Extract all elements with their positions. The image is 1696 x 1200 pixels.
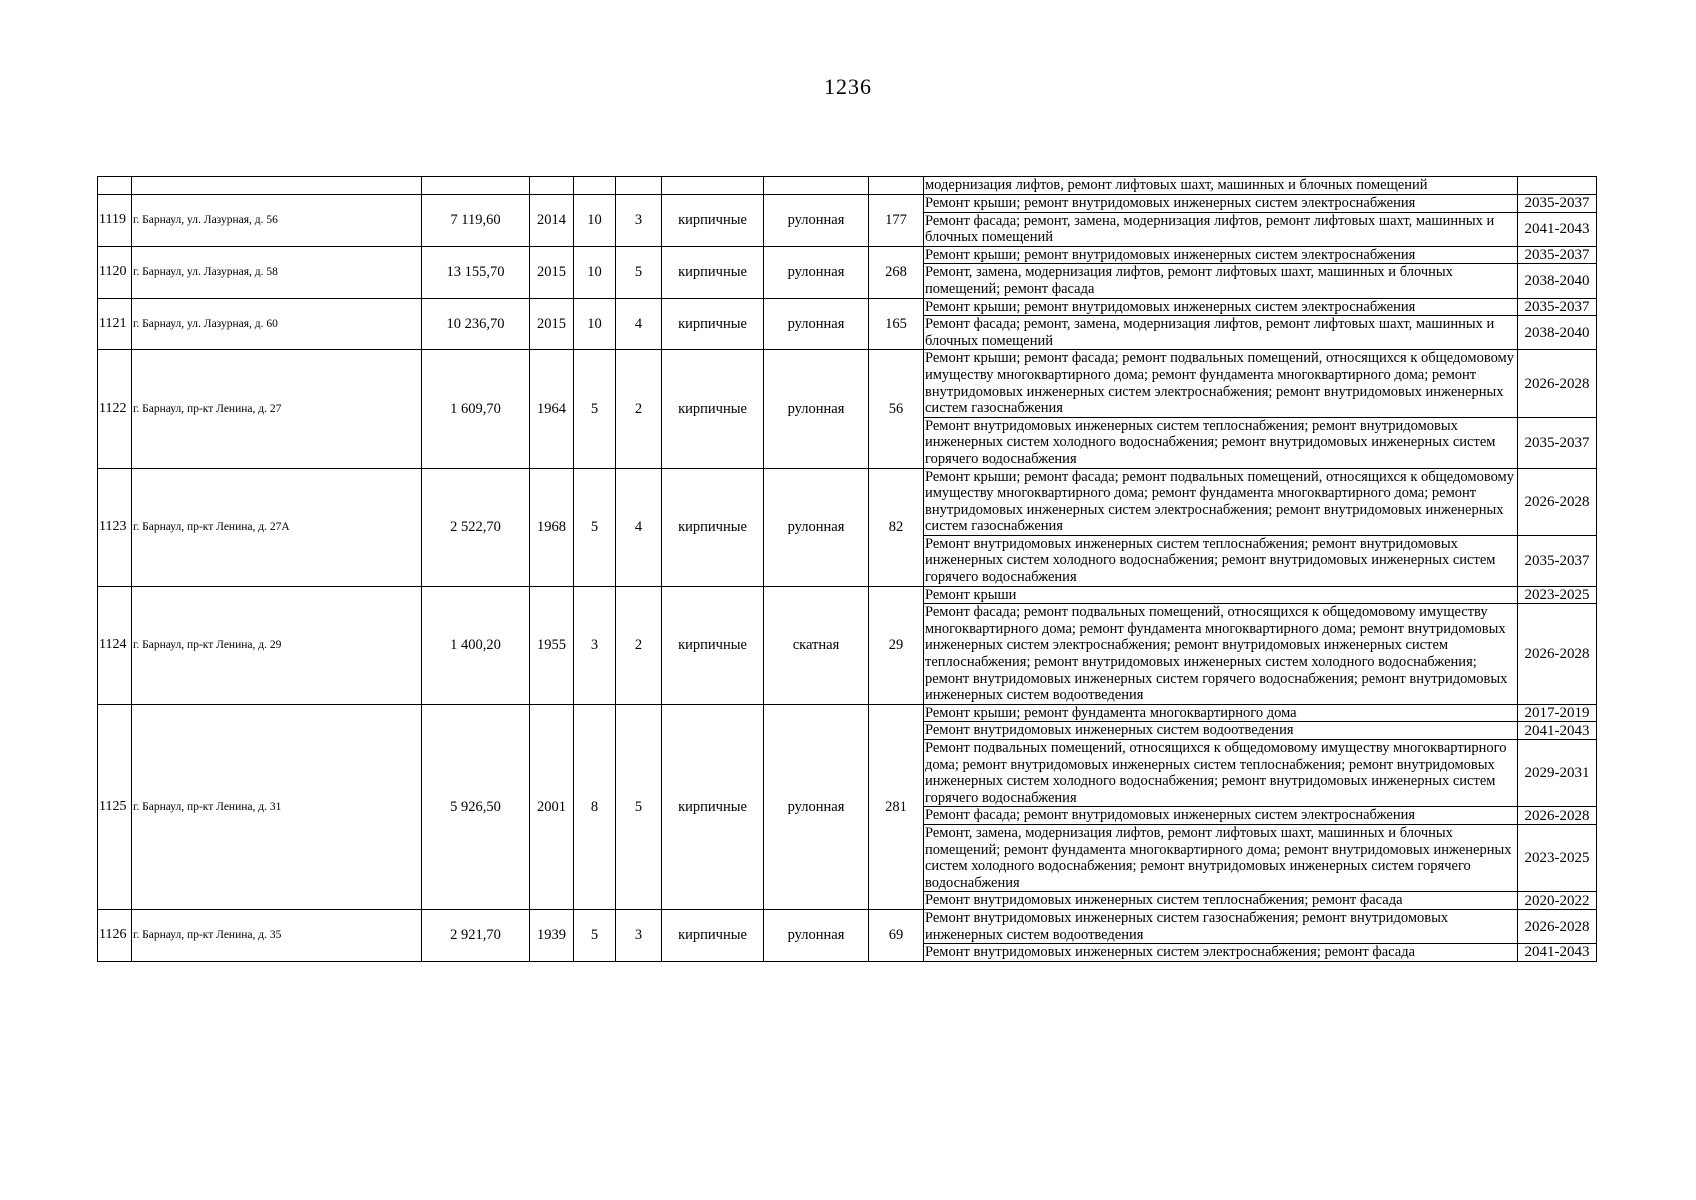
entrances-count: 4 bbox=[616, 298, 662, 350]
work-period: 2023-2025 bbox=[1518, 586, 1597, 604]
row-number: 1124 bbox=[98, 586, 132, 704]
work-description: Ремонт фасада; ремонт подвальных помещений, относящихся к общедомовому имуществу многоквартирного дома; ремонт фундамента многоквартирного дома; ремонт внутридомовых инженерных систем электроснабжения; ремонт внутридомовых инженерных систем теплоснабжения; ремонт внутридомовых инженерных систем холодного водоснабжения; ремонт внутридомовых инженерных систем горячего водоснабжения; ремонт внутридомовых инженерных систем водоотведения bbox=[924, 604, 1518, 705]
wall-material: кирпичные bbox=[662, 350, 764, 468]
wall-material: кирпичные bbox=[662, 246, 764, 298]
work-description: модернизация лифтов, ремонт лифтовых шахт, машинных и блочных помещений bbox=[924, 177, 1518, 195]
work-period: 2041-2043 bbox=[1518, 944, 1597, 962]
empty-cell bbox=[574, 177, 616, 195]
table-row bbox=[98, 704, 1597, 722]
work-period: 2023-2025 bbox=[1518, 824, 1597, 891]
roof-type: рулонная bbox=[764, 468, 869, 586]
entrances-count: 5 bbox=[616, 704, 662, 909]
work-description: Ремонт внутридомовых инженерных систем газоснабжения; ремонт внутридомовых инженерных систем водоотведения bbox=[924, 909, 1518, 943]
work-period: 2026-2028 bbox=[1518, 468, 1597, 535]
total-area: 2 921,70 bbox=[422, 909, 530, 961]
empty-cell bbox=[764, 177, 869, 195]
work-period: 2029-2031 bbox=[1518, 740, 1597, 807]
entrances-count: 3 bbox=[616, 909, 662, 961]
wall-material: кирпичные bbox=[662, 298, 764, 350]
wall-material: кирпичные bbox=[662, 586, 764, 704]
table-row bbox=[98, 350, 1597, 417]
address: г. Барнаул, пр-кт Ленина, д. 29 bbox=[132, 586, 422, 704]
floors-count: 5 bbox=[574, 350, 616, 468]
total-area: 13 155,70 bbox=[422, 246, 530, 298]
work-description: Ремонт фасада; ремонт, замена, модернизация лифтов, ремонт лифтовых шахт, машинных и блочных помещений bbox=[924, 316, 1518, 350]
work-period: 2026-2028 bbox=[1518, 807, 1597, 825]
build-year: 1955 bbox=[530, 586, 574, 704]
work-description: Ремонт внутридомовых инженерных систем водоотведения bbox=[924, 722, 1518, 740]
residents-count: 177 bbox=[869, 195, 924, 247]
roof-type: рулонная bbox=[764, 298, 869, 350]
work-description: Ремонт внутридомовых инженерных систем электроснабжения; ремонт фасада bbox=[924, 944, 1518, 962]
empty-cell bbox=[662, 177, 764, 195]
build-year: 1964 bbox=[530, 350, 574, 468]
work-period: 2020-2022 bbox=[1518, 892, 1597, 910]
work-description: Ремонт крыши; ремонт фундамента многоквартирного дома bbox=[924, 704, 1518, 722]
continued-row bbox=[98, 177, 1597, 195]
residents-count: 165 bbox=[869, 298, 924, 350]
work-description: Ремонт крыши; ремонт внутридомовых инженерных систем электроснабжения bbox=[924, 195, 1518, 213]
work-description: Ремонт внутридомовых инженерных систем теплоснабжения; ремонт фасада bbox=[924, 892, 1518, 910]
floors-count: 5 bbox=[574, 909, 616, 961]
total-area: 5 926,50 bbox=[422, 704, 530, 909]
wall-material: кирпичные bbox=[662, 909, 764, 961]
work-description: Ремонт крыши; ремонт внутридомовых инженерных систем электроснабжения bbox=[924, 246, 1518, 264]
floors-count: 10 bbox=[574, 298, 616, 350]
empty-cell bbox=[530, 177, 574, 195]
row-number: 1125 bbox=[98, 704, 132, 909]
floors-count: 8 bbox=[574, 704, 616, 909]
residents-count: 82 bbox=[869, 468, 924, 586]
work-period: 2026-2028 bbox=[1518, 604, 1597, 705]
total-area: 2 522,70 bbox=[422, 468, 530, 586]
table-row bbox=[98, 246, 1597, 264]
work-period: 2035-2037 bbox=[1518, 535, 1597, 586]
table-row bbox=[98, 586, 1597, 604]
address: г. Барнаул, пр-кт Ленина, д. 27 bbox=[132, 350, 422, 468]
work-period: 2026-2028 bbox=[1518, 350, 1597, 417]
work-description: Ремонт подвальных помещений, относящихся к общедомовому имуществу многоквартирного дома; ремонт внутридомовых инженерных систем теплоснабжения; ремонт внутридомовых инженерных систем холодного водоснабжения; ремонт внутридомовых инженерных систем горячего водоснабжения bbox=[924, 740, 1518, 807]
row-number: 1119 bbox=[98, 195, 132, 247]
roof-type: рулонная bbox=[764, 704, 869, 909]
work-description: Ремонт фасада; ремонт внутридомовых инженерных систем электроснабжения bbox=[924, 807, 1518, 825]
table-row bbox=[98, 909, 1597, 943]
table-row bbox=[98, 468, 1597, 535]
work-description: Ремонт крыши; ремонт фасада; ремонт подвальных помещений, относящихся к общедомовому имуществу многоквартирного дома; ремонт фундамента многоквартирного дома; ремонт внутридомовых инженерных систем электроснабжения; ремонт внутридомовых инженерных систем газоснабжения bbox=[924, 350, 1518, 417]
empty-cell bbox=[869, 177, 924, 195]
entrances-count: 4 bbox=[616, 468, 662, 586]
page-number: 1236 bbox=[824, 74, 872, 99]
roof-type: скатная bbox=[764, 586, 869, 704]
housing-repair-table bbox=[97, 176, 1597, 962]
residents-count: 268 bbox=[869, 246, 924, 298]
build-year: 1968 bbox=[530, 468, 574, 586]
work-description: Ремонт крыши; ремонт фасада; ремонт подвальных помещений, относящихся к общедомовому имуществу многоквартирного дома; ремонт фундамента многоквартирного дома; ремонт внутридомовых инженерных систем электроснабжения; ремонт внутридомовых инженерных систем газоснабжения bbox=[924, 468, 1518, 535]
residents-count: 56 bbox=[869, 350, 924, 468]
total-area: 1 400,20 bbox=[422, 586, 530, 704]
roof-type: рулонная bbox=[764, 350, 869, 468]
total-area: 1 609,70 bbox=[422, 350, 530, 468]
empty-cell bbox=[422, 177, 530, 195]
empty-cell bbox=[98, 177, 132, 195]
floors-count: 10 bbox=[574, 246, 616, 298]
work-period: 2026-2028 bbox=[1518, 909, 1597, 943]
total-area: 10 236,70 bbox=[422, 298, 530, 350]
build-year: 2014 bbox=[530, 195, 574, 247]
work-description: Ремонт, замена, модернизация лифтов, ремонт лифтовых шахт, машинных и блочных помещений; ремонт фундамента многоквартирного дома; ремонт внутридомовых инженерных систем холодного водоснабжения; ремонт внутридомовых инженерных систем горячего водоснабжения bbox=[924, 824, 1518, 891]
entrances-count: 2 bbox=[616, 350, 662, 468]
address: г. Барнаул, ул. Лазурная, д. 58 bbox=[132, 246, 422, 298]
build-year: 2015 bbox=[530, 298, 574, 350]
table-row bbox=[98, 195, 1597, 213]
empty-cell bbox=[132, 177, 422, 195]
work-period: 2035-2037 bbox=[1518, 195, 1597, 213]
row-number: 1121 bbox=[98, 298, 132, 350]
floors-count: 3 bbox=[574, 586, 616, 704]
work-period: 2017-2019 bbox=[1518, 704, 1597, 722]
residents-count: 29 bbox=[869, 586, 924, 704]
address: г. Барнаул, пр-кт Ленина, д. 27А bbox=[132, 468, 422, 586]
wall-material: кирпичные bbox=[662, 704, 764, 909]
work-period: 2038-2040 bbox=[1518, 316, 1597, 350]
work-period: 2038-2040 bbox=[1518, 264, 1597, 298]
floors-count: 10 bbox=[574, 195, 616, 247]
empty-cell bbox=[616, 177, 662, 195]
row-number: 1120 bbox=[98, 246, 132, 298]
work-period bbox=[1518, 177, 1597, 195]
work-period: 2035-2037 bbox=[1518, 298, 1597, 316]
work-description: Ремонт внутридомовых инженерных систем теплоснабжения; ремонт внутридомовых инженерных систем холодного водоснабжения; ремонт внутридомовых инженерных систем горячего водоснабжения bbox=[924, 535, 1518, 586]
row-number: 1123 bbox=[98, 468, 132, 586]
work-period: 2041-2043 bbox=[1518, 212, 1597, 246]
build-year: 2001 bbox=[530, 704, 574, 909]
table-row bbox=[98, 298, 1597, 316]
entrances-count: 3 bbox=[616, 195, 662, 247]
build-year: 1939 bbox=[530, 909, 574, 961]
floors-count: 5 bbox=[574, 468, 616, 586]
residents-count: 69 bbox=[869, 909, 924, 961]
work-period: 2035-2037 bbox=[1518, 417, 1597, 468]
wall-material: кирпичные bbox=[662, 195, 764, 247]
entrances-count: 5 bbox=[616, 246, 662, 298]
roof-type: рулонная bbox=[764, 246, 869, 298]
work-description: Ремонт крыши; ремонт внутридомовых инженерных систем электроснабжения bbox=[924, 298, 1518, 316]
work-description: Ремонт внутридомовых инженерных систем теплоснабжения; ремонт внутридомовых инженерных систем холодного водоснабжения; ремонт внутридомовых инженерных систем горячего водоснабжения bbox=[924, 417, 1518, 468]
total-area: 7 119,60 bbox=[422, 195, 530, 247]
address: г. Барнаул, пр-кт Ленина, д. 31 bbox=[132, 704, 422, 909]
work-period: 2041-2043 bbox=[1518, 722, 1597, 740]
work-description: Ремонт крыши bbox=[924, 586, 1518, 604]
work-period: 2035-2037 bbox=[1518, 246, 1597, 264]
row-number: 1122 bbox=[98, 350, 132, 468]
row-number: 1126 bbox=[98, 909, 132, 961]
roof-type: рулонная bbox=[764, 909, 869, 961]
address: г. Барнаул, ул. Лазурная, д. 56 bbox=[132, 195, 422, 247]
residents-count: 281 bbox=[869, 704, 924, 909]
build-year: 2015 bbox=[530, 246, 574, 298]
address: г. Барнаул, ул. Лазурная, д. 60 bbox=[132, 298, 422, 350]
work-description: Ремонт фасада; ремонт, замена, модернизация лифтов, ремонт лифтовых шахт, машинных и блочных помещений bbox=[924, 212, 1518, 246]
roof-type: рулонная bbox=[764, 195, 869, 247]
wall-material: кирпичные bbox=[662, 468, 764, 586]
table-body bbox=[98, 177, 1597, 962]
entrances-count: 2 bbox=[616, 586, 662, 704]
work-description: Ремонт, замена, модернизация лифтов, ремонт лифтовых шахт, машинных и блочных помещений; ремонт фасада bbox=[924, 264, 1518, 298]
address: г. Барнаул, пр-кт Ленина, д. 35 bbox=[132, 909, 422, 961]
